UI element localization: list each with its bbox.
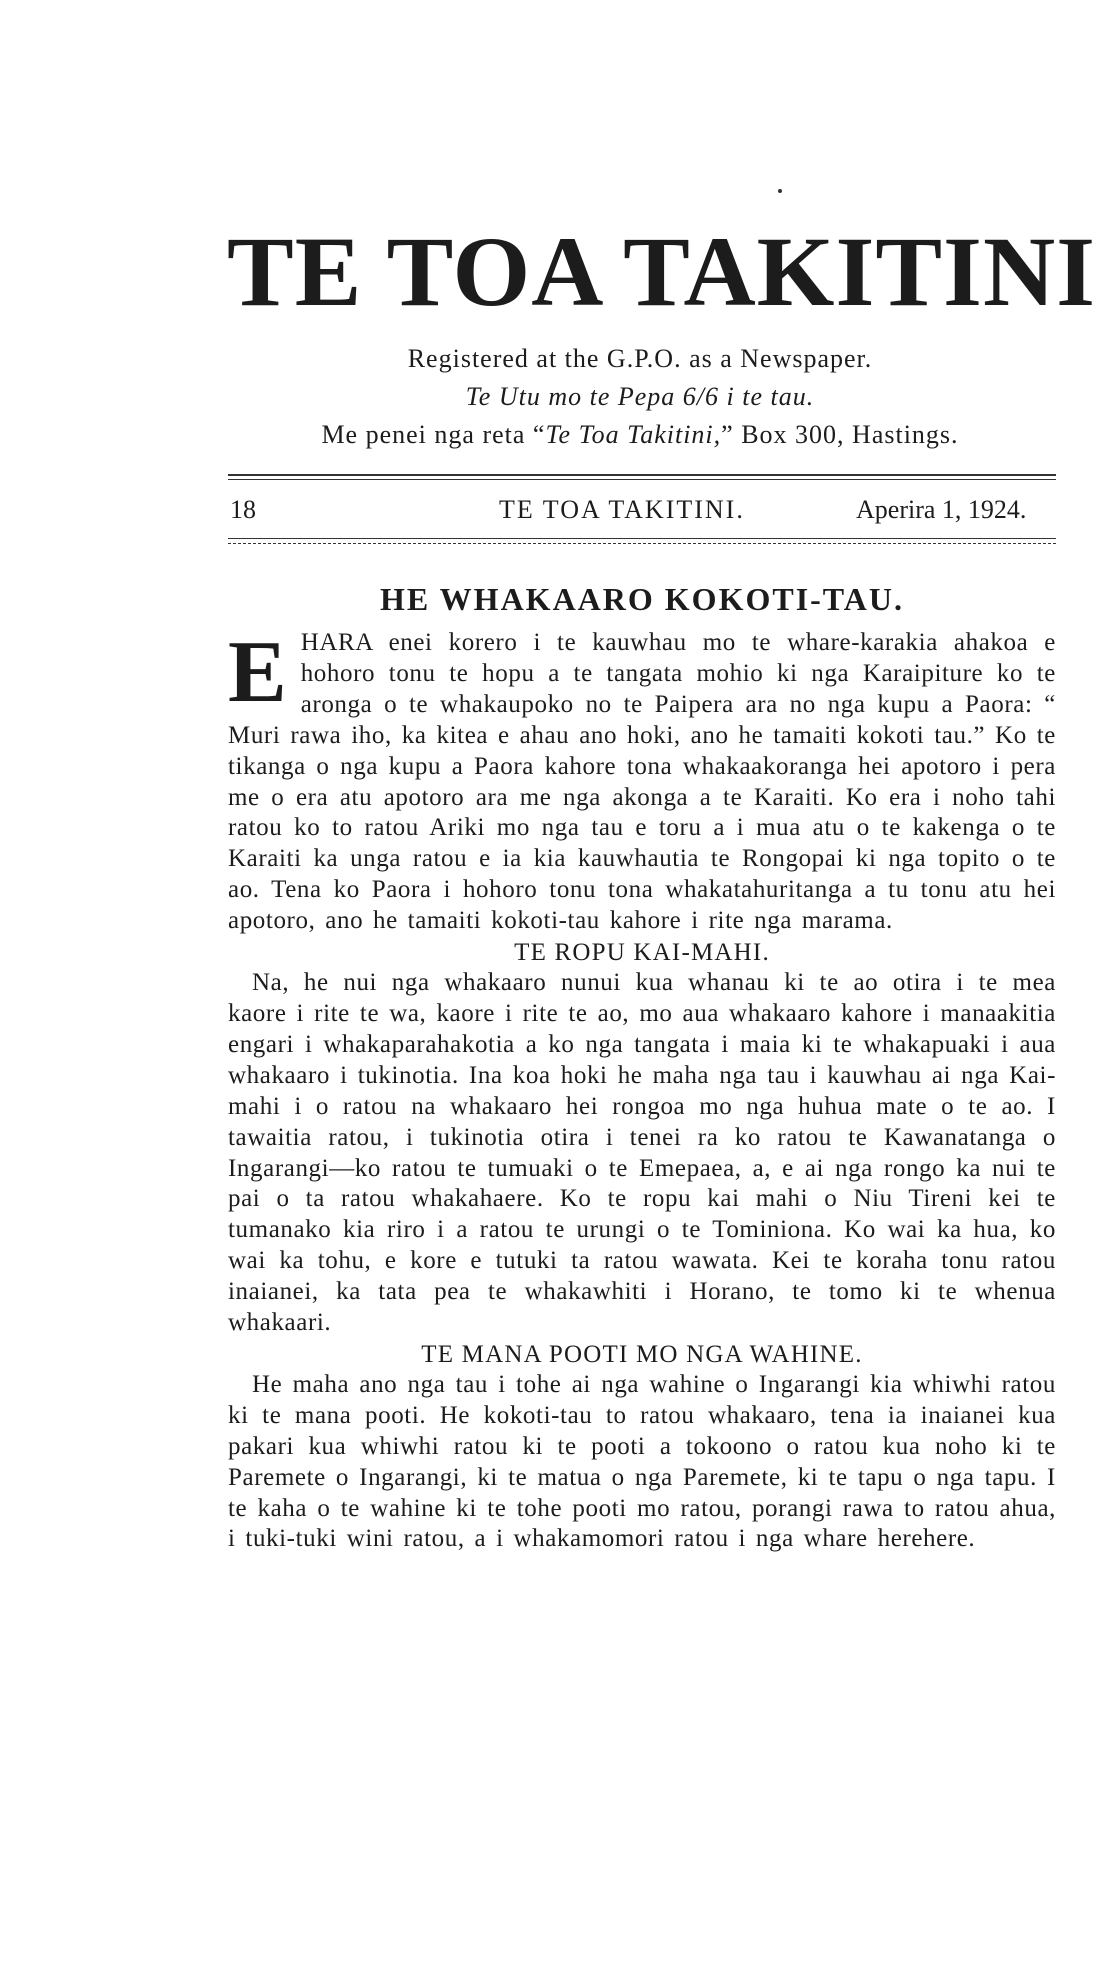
postal-address [220, 420, 1060, 450]
divider-rule [228, 543, 1056, 544]
article-headline: HE WHAKAARO KOKOTI-TAU. [380, 581, 904, 617]
ink-speck [778, 189, 782, 193]
drop-cap: E [228, 624, 287, 721]
folio-title: TE TOA TAKITINI. [499, 495, 745, 524]
divider-rule [228, 479, 1056, 480]
subscription-price: Te Utu mo te Pepa 6/6 i te tau. [465, 382, 815, 411]
section-heading: TE ROPU KAI-MAHI. [514, 939, 770, 967]
page-number: 18 [230, 495, 256, 524]
article-body [228, 624, 1056, 1555]
divider-rule [228, 474, 1056, 476]
issue-date: Aperira 1, 1924. [856, 495, 1027, 524]
article-paragraph: Na, he nui nga whakaaro nunui kua whanau ki te ao otira i te mea kaore i rite te wa, kaore i rite te ao, mo aua whakaaro kahore i manaakitia engari i whakaparahakotia a ko nga tangata i maia ki te whakapuaki i aua whakaaro i tukinotia. Ina koa hoki he maha nga tau i kauwhau ai nga Kai-mahi i o ratou na whakaaro hei rongoa mo nga huhua mate o te ao. I tawaitia ratou, i tukinotia otira i tenei ra ko ratou te Kawanatanga o Ingarangi—ko ratou te tumuaki o te Emepaea, a, e ai nga rongo ka nui te pai o ta ratou whakahaere. Ko te ropu kai mahi o Niu Tireni kei te tumanako kia riro i a ratou te urungi o te Tominiona. Ko wai ka hua, ko wai ka tohu, e kore e tutuki ta ratou wawata. Kei te koraha tonu ratou inaianei, ka tata pea te whakawhiti i Horano, te tomo ki te whenua whakaari. [228, 969, 1056, 1337]
section-heading: TE MANA POOTI MO NGA WAHINE. [421, 1340, 863, 1368]
masthead-title: TE TOA TAKITINI [227, 216, 1097, 327]
article-paragraph: He maha ano nga tau i tohe ai nga wahine o Ingarangi kia whiwhi ratou ki te mana pooti. He kokoti-tau to ratou whakaaro, tena ia inaianei kua pakari kua whiwhi ratou ki te pooti a tokoono o ratou kua noho ki te Paremete o Ingarangi, ki te matua o nga Paremete, ki te tapu o nga tapu. I te kaha o te wahine ki te tohe pooti mo ratou, porangi rawa to ratou ahua, i tuki-tuki wini ratou, a i whakamomori ratou i nga whare herehere. [228, 1370, 1056, 1553]
address-prefix: Me penei nga reta “ [321, 420, 546, 449]
article-paragraph: HARA enei korero i te kauwhau mo te whare-karakia ahakoa e hohoro tonu te hopu a te tangata mohio ki nga Karaipiture ko te aronga o te whakaupoko no te Paipera ara no nga kupu a Paora: “ Muri rawa iho, ka kitea e ahau ano hoki, ano he tamaiti kokoti tau.” Ko te tikanga o nga kupu a Paora kahore tona whakaakoranga hei apotoro i pera me o era atu apotoro ara me nga akonga a te Karaiti. Ko era i noho tahi ratou ko to ratou Ariki mo nga tau e toru a i mua atu o te kakenga o te Karaiti ka unga ratou e ia kia kauwhautia te Rongopai ki nga topito o te ao. Tena ko Paora i hohoro tonu tona whakatahuritanga a tu tonu atu hei apotoro, ano he tamaiti kokoti-tau kahore i rite nga marama. [228, 629, 1056, 935]
address-suffix: ” Box 300, Hastings. [721, 420, 959, 449]
divider-rule [228, 538, 1056, 539]
registration-notice: Registered at the G.P.O. as a Newspaper. [407, 344, 873, 373]
address-name: Te Toa Takitini, [545, 420, 722, 449]
